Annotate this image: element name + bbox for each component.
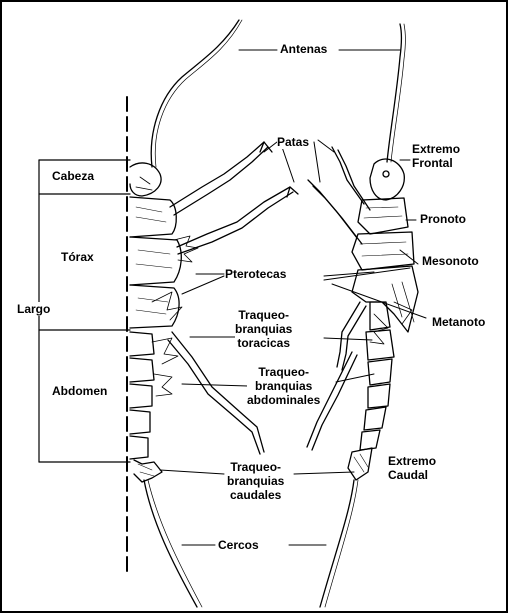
label-extremo-caudal-line1: Extremo — [388, 454, 437, 468]
label-cercos: Cercos — [218, 538, 259, 552]
label-metanoto: Metanoto — [432, 315, 486, 329]
label-extremo-caudal — [388, 454, 436, 482]
label-traqueo-caudales-line1: Traqueo- — [230, 460, 282, 474]
label-traqueo-toracicas-line2: branquias — [235, 322, 293, 336]
label-extremo-frontal-line1: Extremo — [412, 142, 461, 156]
label-cabeza: Cabeza — [52, 169, 95, 183]
label-abdomen: Abdomen — [52, 384, 108, 398]
label-mesonoto: Mesonoto — [422, 254, 479, 268]
label-traqueo-caudales-line2: branquias — [227, 474, 285, 488]
label-traqueobranquias-caudales — [227, 460, 284, 502]
label-traqueo-abdominales-line1: Traqueo- — [258, 365, 310, 379]
label-traqueobranquias-toracicas — [235, 308, 292, 350]
label-antenas: Antenas — [280, 42, 328, 56]
label-traqueo-toracicas-line3: toracicas — [237, 336, 291, 350]
label-torax: Tórax — [61, 250, 94, 264]
label-extremo-caudal-line2: Caudal — [388, 468, 429, 482]
label-extremo-frontal — [412, 142, 460, 170]
label-pterotecas: Pterotecas — [225, 267, 287, 281]
label-pronoto: Pronoto — [420, 212, 466, 226]
label-largo: Largo — [17, 302, 51, 316]
label-traqueobranquias-abdominales — [247, 365, 320, 407]
leader-lines — [160, 50, 426, 545]
right-insect — [307, 24, 418, 607]
label-traqueo-abdominales-line3: abdominales — [247, 393, 321, 407]
label-traqueo-toracicas-line1: Traqueo- — [238, 308, 290, 322]
label-extremo-frontal-line2: Frontal — [412, 156, 453, 170]
label-traqueo-caudales-line3: caudales — [229, 488, 282, 502]
label-traqueo-abdominales-line2: branquias — [255, 379, 313, 393]
measurement-brackets — [39, 160, 130, 462]
label-patas: Patas — [277, 135, 310, 149]
